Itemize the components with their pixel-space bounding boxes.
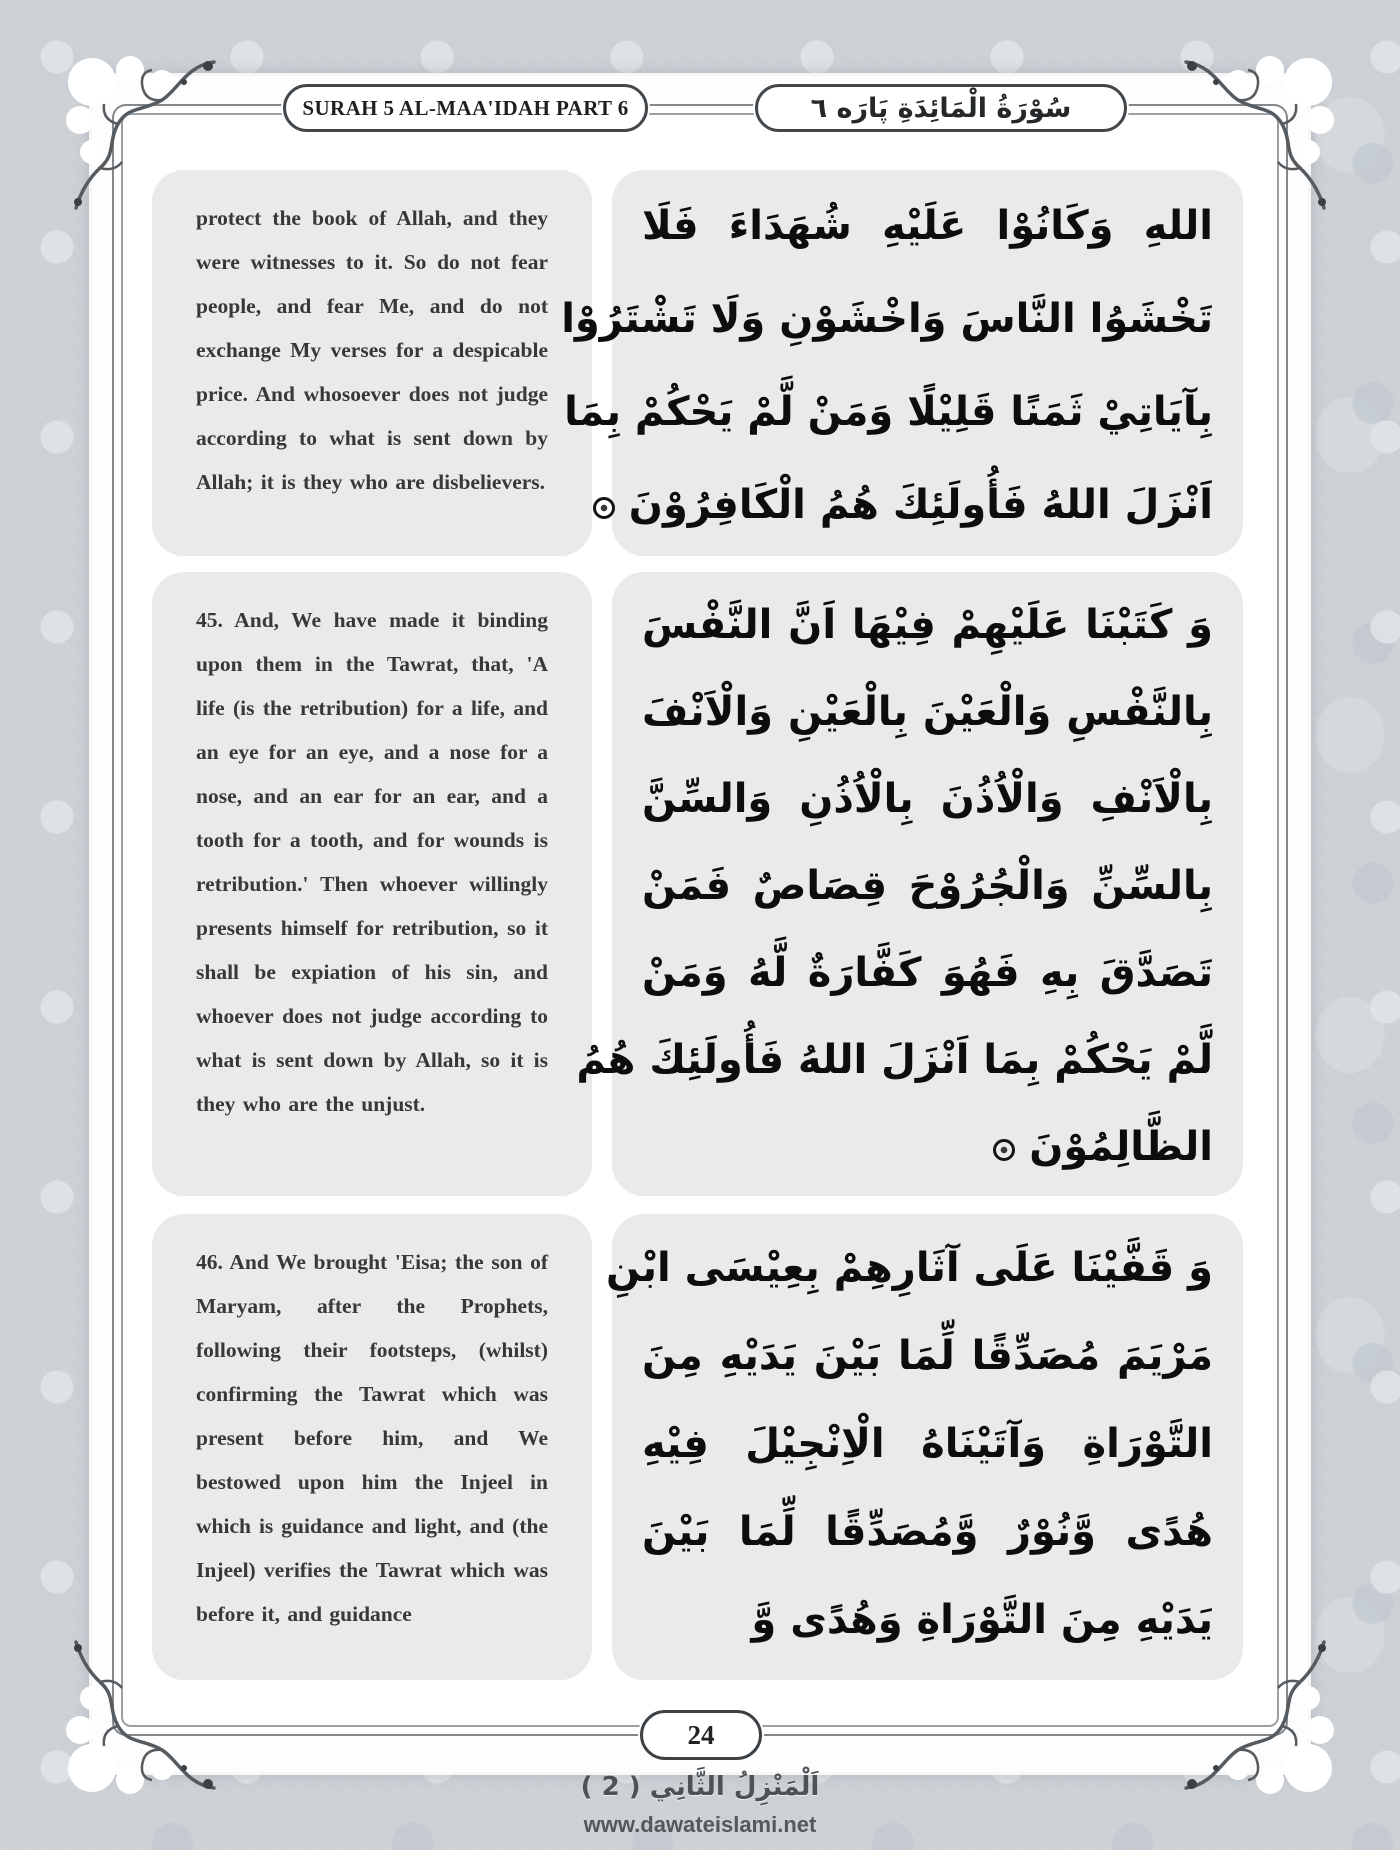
translation-paragraph: 46. And We brought 'Eisa; the son of Maryam, after the Prophets, following their footsteps, (whilst) confirming the Tawrat which was present before him, and We bestowed upon him the Injeel in which is guidance and light, and (the Injeel) verifies the Tawrat which was before it, and guidance (196, 1250, 548, 1626)
end-of-ayah-icon (593, 497, 615, 519)
arabic-line: مَرْيَمَ مُصَدِّقًا لِّمَا بَيْنَ يَدَيْهِ مِنَ (642, 1333, 1213, 1379)
arabic-line: بِالْاَنْفِ وَالْاُذُنَ بِالْاُذُنِ وَالسِّنَّ (642, 776, 1213, 822)
quran-text-block-2 (576, 572, 1243, 1196)
quran-text-block-1 (561, 170, 1243, 556)
juz-title-text: سُوْرَةُ الْمَائِدَةِ پَارَه ٦ (810, 92, 1072, 124)
arabic-line: بِآيَاتِيْ ثَمَنًا قَلِيْلًا وَمَنْ لَّمْ يَحْكُمْ بِمَا (564, 389, 1213, 435)
arabic-line: الظَّالِمُوْنَ (642, 1104, 1213, 1191)
translation-block-2 (152, 572, 592, 1196)
arabic-line: اَنْزَلَ اللهُ فَأُولَئِكَ هُمُ الْكَافِرُوْنَ (642, 459, 1213, 552)
page-number-text: 24 (687, 1719, 715, 1750)
corner-ornament-icon (66, 1634, 226, 1794)
corner-ornament-icon (1174, 1634, 1334, 1794)
quran-text-block-3 (606, 1214, 1243, 1680)
website-url: www.dawateislami.net (583, 1812, 817, 1837)
translation-block-3 (152, 1214, 592, 1680)
corner-ornament-icon (1174, 56, 1334, 216)
arabic-line: يَدَيْهِ مِنَ التَّوْرَاةِ وَهُدًى وَّ (751, 1597, 1213, 1643)
arabic-line: لَّمْ يَحْكُمْ بِمَا اَنْزَلَ اللهُ فَأُولَئِكَ هُمُ (576, 1037, 1213, 1083)
translation-paragraph: protect the book of Allah, and they were witnesses to it. So do not fear people, and fear Me, and do not exchange My verses for a despicable price. And whosoever does not judge according to what is sent down by Allah; it is they who are disbelievers. (196, 206, 548, 494)
translation-block-1 (152, 170, 592, 556)
arabic-line: بِالنَّفْسِ وَالْعَيْنَ بِالْعَيْنِ وَالْاَنْفَ (642, 689, 1213, 735)
juz-footer-label: اَلْمَنْزِلُ الثَّانِي ( 2 ) (580, 1772, 820, 1802)
arabic-line: تَصَدَّقَ بِهِ فَهُوَ كَفَّارَةٌ لَّهُ وَمَنْ (642, 950, 1213, 996)
arabic-line: التَّوْرَاةِ وَآتَيْنَاهُ الْاِنْجِيْلَ فِيْهِ (642, 1421, 1213, 1467)
arabic-line: اللهِ وَكَانُوْا عَلَيْهِ شُهَدَاءَ فَلَا (642, 203, 1213, 249)
translation-paragraph: 45. And, We have made it binding upon them in the Tawrat, that, 'A life (is the retribution) for a life, and an eye for an eye, and a nose for a nose, and an ear for an ear, and a tooth for a tooth, and for wounds is retribution.' Then whoever willingly presents himself for retribution, so it shall be expiation of his sin, and whoever does not judge according to what is sent down by Allah, so it is they who are the unjust. (196, 608, 548, 1116)
page-number-badge (640, 1710, 762, 1760)
corner-ornament-icon (66, 56, 226, 216)
arabic-line: وَ قَفَّيْنَا عَلَى آثَارِهِمْ بِعِيْسَى ابْنِ (606, 1245, 1213, 1291)
arabic-line: وَ كَتَبْنَا عَلَيْهِمْ فِيْهَا اَنَّ النَّفْسَ (642, 602, 1213, 648)
end-of-ayah-icon (993, 1139, 1015, 1161)
surah-title-text: SURAH 5 AL-MAA'IDAH PART 6 (302, 95, 629, 120)
surah-title-banner (283, 84, 648, 132)
arabic-line: بِالسِّنِّ وَالْجُرُوْحَ قِصَاصٌ فَمَنْ (642, 863, 1213, 909)
arabic-line: تَخْشَوُا النَّاسَ وَاخْشَوْنِ وَلَا تَشْتَرُوْا (561, 296, 1213, 342)
arabic-line: هُدًى وَّنُوْرٌ وَّمُصَدِّقًا لِّمَا بَيْنَ (642, 1509, 1213, 1555)
juz-title-banner (755, 84, 1127, 132)
